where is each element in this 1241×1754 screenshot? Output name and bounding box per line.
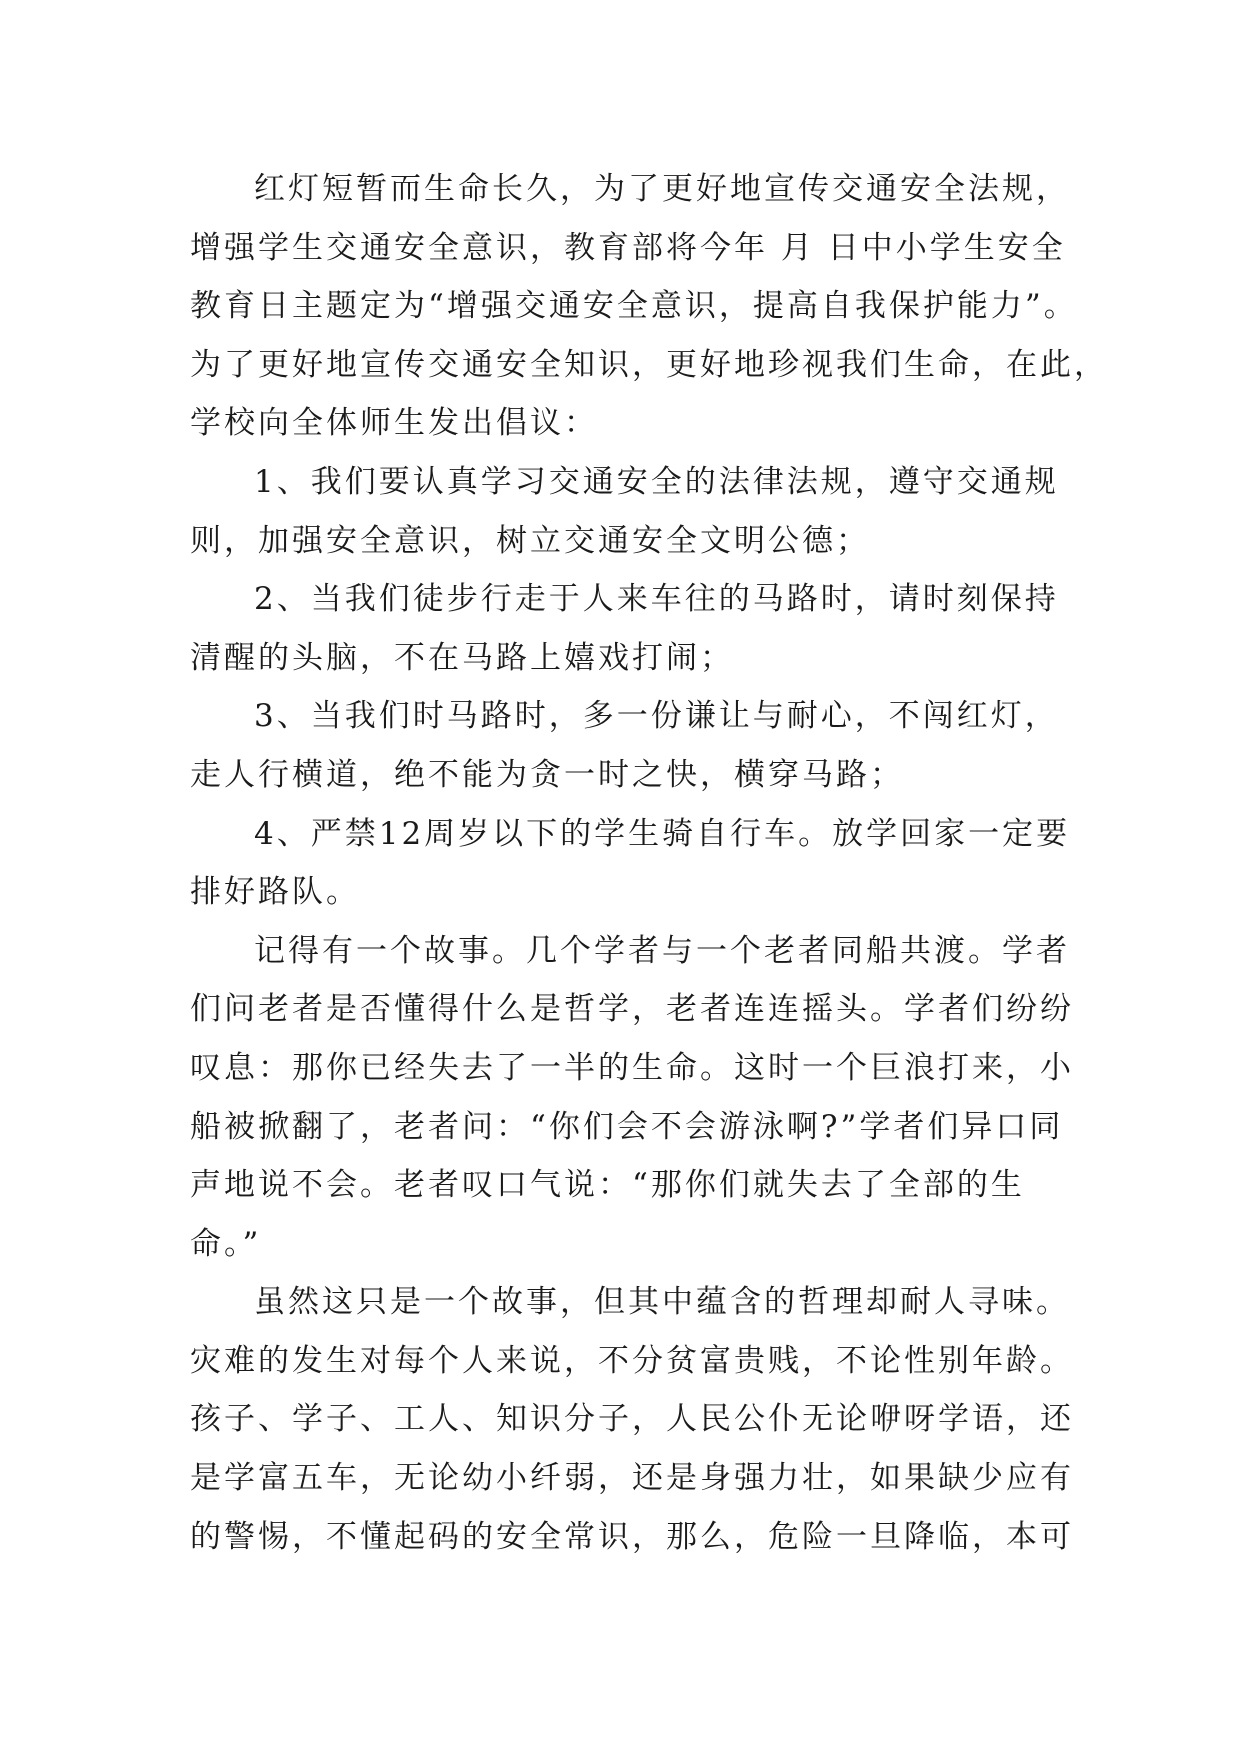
text-line: 排好路队。 [190, 874, 360, 911]
text-line: 是学富五车，无论幼小纤弱，还是身强力壮，如果缺少应有 [190, 1460, 1074, 1497]
text-line: 红灯短暂而生命长久，为了更好地宣传交通安全法规， [254, 171, 1070, 207]
text-line: 则，加强安全意识，树立交通安全文明公德； [190, 522, 870, 559]
text-line: 增强学生交通安全意识，教育部将今年 月 日中小学生安全 [190, 229, 1066, 266]
text-line: 虽然这只是一个故事，但其中蕴含的哲理却耐人寻味。 [254, 1284, 1070, 1321]
text-line: 清醒的头脑，不在马路上嬉戏打闹； [190, 639, 734, 676]
text-line: 1、我们要认真学习交通安全的法律法规，遵守交通规 [254, 463, 1059, 500]
text-line: 们问老者是否懂得什么是哲学，老者连连摇头。学者们纷纷 [190, 991, 1074, 1028]
text-line: 教育日主题定为“增强交通安全意识，提高自我保护能力”。 [190, 288, 1078, 325]
text-line: 4、严禁12周岁以下的学生骑自行车。放学回家一定要 [254, 815, 1071, 852]
document-body [190, 160, 1108, 1566]
text-line: 灾难的发生对每个人来说，不分贫富贵贱，不论性别年龄。 [190, 1342, 1074, 1379]
text-line: 命。” [190, 1225, 262, 1262]
text-line: 孩子、学子、工人、知识分子，人民公仆无论咿呀学语，还 [190, 1401, 1074, 1438]
text-line: 叹息：那你已经失去了一半的生命。这时一个巨浪打来，小 [190, 1049, 1074, 1086]
text-line: 3、当我们时马路时，多一份谦让与耐心，不闯红灯， [254, 698, 1059, 735]
text-line: 船被掀翻了，老者问：“你们会不会游泳啊?”学者们异口同 [190, 1108, 1064, 1145]
text-line: 2、当我们徒步行走于人来车往的马路时，请时刻保持 [254, 581, 1059, 618]
text-line: 为了更好地宣传交通安全知识，更好地珍视我们生命，在此， [190, 346, 1108, 383]
text-line: 走人行横道，绝不能为贪一时之快，横穿马路； [190, 756, 904, 793]
text-line: 记得有一个故事。几个学者与一个老者同船共渡。学者 [254, 932, 1070, 969]
text-line: 学校向全体师生发出倡议： [190, 405, 598, 442]
text-line: 声地说不会。老者叹口气说：“那你们就失去了全部的生 [190, 1167, 1025, 1204]
text-line: 的警惕，不懂起码的安全常识，那么，危险一旦降临，本可 [190, 1518, 1074, 1555]
